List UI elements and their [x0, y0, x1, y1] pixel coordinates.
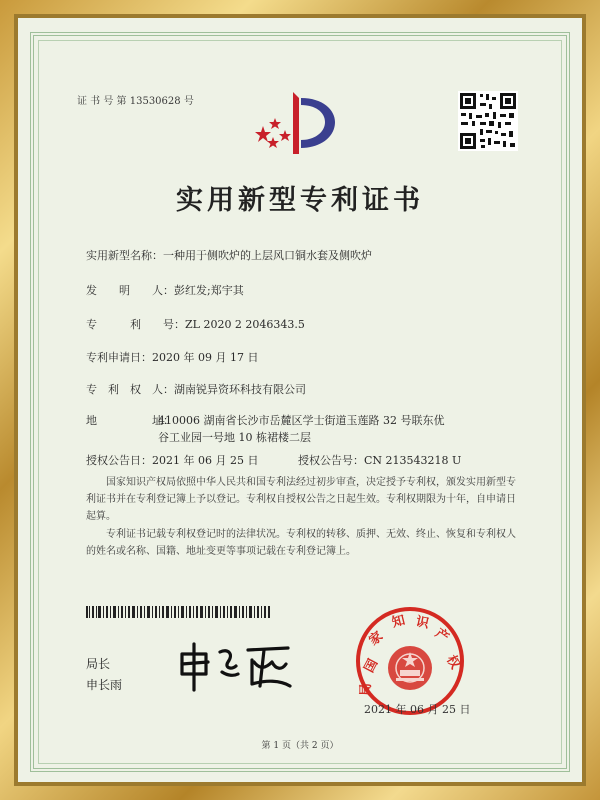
- field-value: 2020 年 09 月 17 日: [152, 351, 259, 364]
- field-label: 实用新型名称：: [86, 249, 163, 262]
- svg-text:国: 国: [361, 656, 382, 676]
- certificate-paragraph-1: 国家知识产权局依照中华人民共和国专利法经过初步审查，决定授予专利权，颁发实用新型专利证书并在专利登记簿上予以登记。专利权自授权公告之日起生效。专利权期限为十年，自申请日起算。: [86, 477, 516, 522]
- official-seal-icon: [350, 606, 470, 716]
- svg-text:局: 局: [359, 682, 374, 696]
- logo-star-2: [269, 118, 281, 129]
- svg-text:权: 权: [443, 653, 463, 672]
- cert-no-suffix: 号: [183, 96, 194, 107]
- field-patent-number: [86, 313, 305, 332]
- address-line-1: 410006 湖南省长沙市岳麓区学士街道玉莲路 32 号联东优: [158, 414, 445, 427]
- svg-text:知: 知: [390, 613, 407, 631]
- patent-office-logo-icon: [245, 88, 345, 158]
- address-label: 地 址：: [86, 414, 174, 427]
- svg-text:产: 产: [432, 625, 452, 646]
- grant-no-value: CN 213543218 U: [364, 454, 462, 467]
- grant-no-label: 授权公告号：: [298, 454, 364, 467]
- address-line-2: 谷工业园一号地 10 栋裙楼二层: [158, 431, 311, 444]
- director-signature-icon: [176, 640, 296, 692]
- field-application-date: [86, 346, 258, 365]
- certificate-paragraph-2: 专利证书记载专利权登记时的法律状况。专利权的转移、质押、无效、终止、恢复和专利权人的姓名或名称、国籍、地址变更等事项记载在专利登记簿上。: [86, 529, 516, 557]
- grant-info: [86, 449, 258, 468]
- field-value: 彭红发;郑宇其: [174, 284, 244, 297]
- field-label: 专 利 权 人：: [86, 383, 174, 396]
- field-patentee: [86, 378, 306, 397]
- certificate-title: 实用新型专利证书: [176, 185, 424, 216]
- svg-text:家: 家: [366, 628, 387, 649]
- cert-no-label: 证 书 号 第: [77, 96, 127, 107]
- field-label: 专 利 号：: [86, 318, 185, 331]
- field-label: 专利申请日：: [86, 351, 152, 364]
- barcode-icon: [86, 606, 270, 618]
- seal-date: 2021 年 06 月 25 日: [364, 703, 471, 716]
- logo-star-4: [279, 130, 291, 141]
- cert-no-value: 13530628: [129, 96, 181, 107]
- field-value: 湖南锐异资环科技有限公司: [174, 383, 306, 396]
- director-name: 申长雨: [86, 678, 123, 692]
- grant-date-label: 授权公告日：: [86, 454, 152, 467]
- logo-star-1: [255, 126, 271, 142]
- field-utility-model-name: [86, 244, 372, 263]
- logo-star-3: [267, 137, 279, 148]
- page-footer: 第 1 页（共 2 页）: [261, 741, 339, 751]
- svg-text:识: 识: [414, 614, 431, 632]
- field-value: ZL 2020 2 2046343.5: [185, 318, 305, 331]
- field-label: 发 明 人：: [86, 284, 174, 297]
- grant-number: [298, 449, 461, 468]
- field-value: 一种用于侧吹炉的上层风口铜水套及侧吹炉: [163, 249, 372, 262]
- grant-date-value: 2021 年 06 月 25 日: [152, 454, 259, 467]
- field-inventors: [86, 279, 244, 298]
- qr-code-icon: [458, 91, 518, 151]
- logo-red-stroke: [293, 92, 299, 154]
- logo-blue-curve: [301, 98, 335, 148]
- certificate-number: [77, 92, 194, 107]
- director-title: 局长: [86, 657, 111, 671]
